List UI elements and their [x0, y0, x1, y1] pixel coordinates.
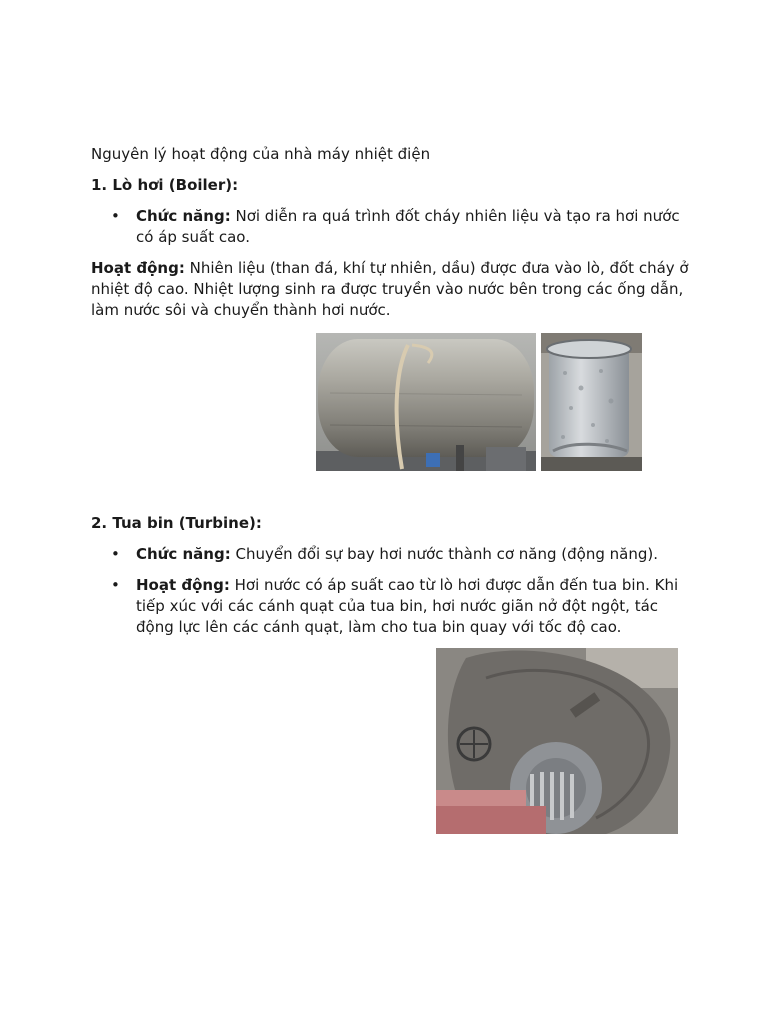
document-title: Nguyên lý hoạt động của nhà máy nhiệt điện: [91, 145, 431, 163]
turbine-bullet-list: [91, 544, 681, 648]
boiler-bullet-list: [91, 206, 681, 258]
turbine-operation-text: Hơi nước có áp suất cao từ lò hơi được dẫn đến tua bin. Khi tiếp xúc với các cánh quạt của tua bin, hơi nước giãn nở đột ngột, tác động lực lên các cánh quạt, làm cho tua bin quay với tốc độ cao.: [136, 576, 679, 636]
boiler-tank-photo: [316, 333, 536, 471]
turbine-function-item: [91, 544, 681, 565]
boiler-function-label: Chức năng:: [136, 207, 231, 225]
turbine-operation-item: [91, 575, 681, 638]
turbine-photo: [436, 648, 678, 834]
boiler-operation-paragraph: [91, 258, 691, 321]
turbine-function-text: Chuyển đổi sự bay hơi nước thành cơ năng (động năng).: [230, 545, 658, 563]
boiler-operation-label: Hoạt động:: [91, 259, 185, 277]
turbine-operation-label: Hoạt động:: [136, 576, 230, 594]
boiler-function-text: Nơi diễn ra quá trình đốt cháy nhiên liệu và tạo ra hơi nước có áp suất cao.: [136, 207, 680, 246]
turbine-heading: 2. Tua bin (Turbine):: [91, 514, 262, 532]
boiler-heading: 1. Lò hơi (Boiler):: [91, 176, 239, 194]
boiler-vessel-photo: [541, 333, 642, 471]
boiler-function-item: [91, 206, 681, 248]
boiler-operation-text: Nhiên liệu (than đá, khí tự nhiên, dầu) được đưa vào lò, đốt cháy ở nhiệt độ cao. Nhiệt lượng sinh ra được truyền vào nước bên trong các ống dẫn, làm nước sôi và chuyển thành hơi nước.: [91, 259, 689, 319]
turbine-function-label: Chức năng:: [136, 545, 231, 563]
